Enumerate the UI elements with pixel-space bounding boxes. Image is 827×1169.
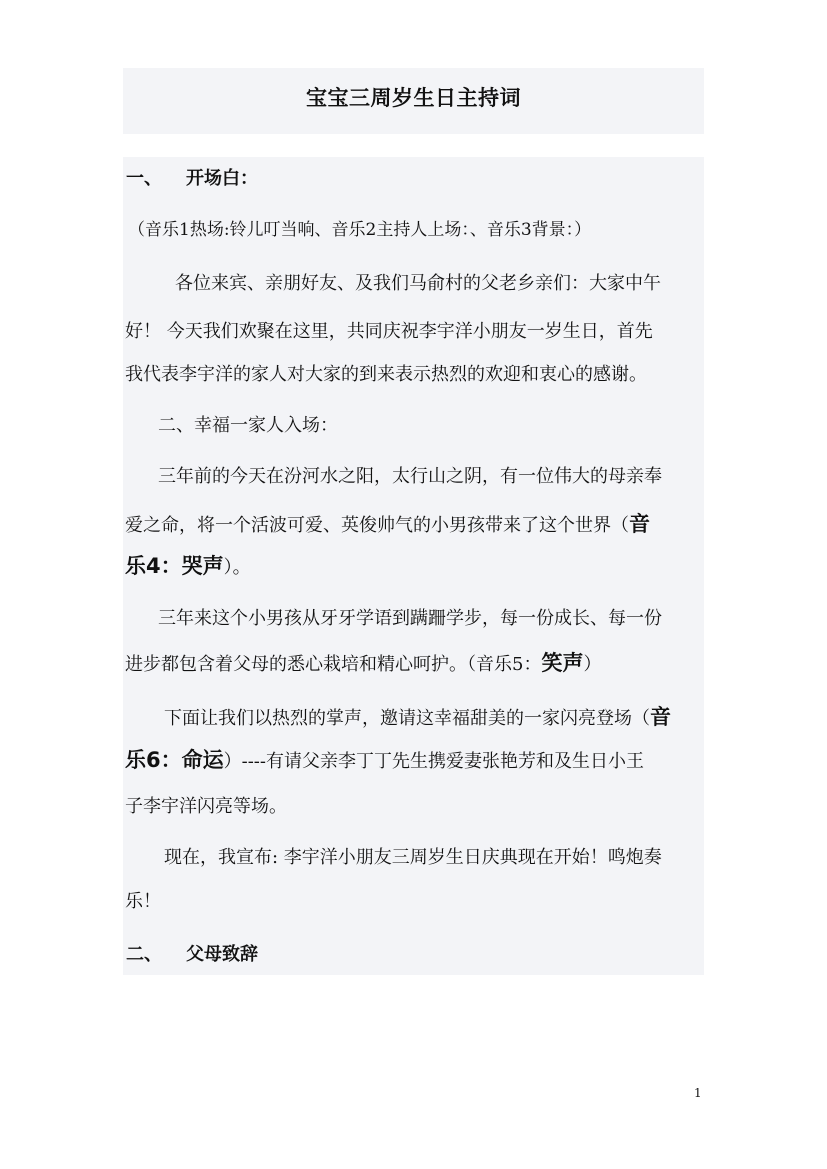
para3-line2-text: 进步都包含着父母的悉心栽培和精心呵护。（音乐5： [125, 654, 542, 675]
para2-line2 [125, 512, 650, 538]
document-title: 宝宝三周岁生日主持词 [306, 86, 521, 110]
section-1-label: 开场白： [186, 168, 258, 189]
para2-line3-emphasis: 乐4：哭声 [125, 554, 224, 578]
para1-line3: 我代表李宇洋的家人对大家的到来表示热烈的欢迎和衷心的感谢。 [125, 364, 647, 385]
para4-line2-emphasis: 乐6：命运 [125, 748, 224, 772]
para4-line1-emphasis: 音 [650, 705, 671, 729]
para4-line3: 子李宇洋闪亮等场。 [125, 796, 287, 817]
section-2b-label: 父母致辞 [186, 944, 258, 965]
music-cue-line: （音乐1热场:铃儿叮当响、音乐2主持人上场：、音乐3背景：） [128, 220, 592, 240]
section-2b-heading [126, 943, 258, 967]
para1-line1: 各位来宾、亲朋好友、及我们马俞村的父老乡亲们：大家中午 [175, 273, 661, 294]
para2-line2-emphasis: 音 [629, 512, 650, 536]
page-number: 1 [694, 1086, 702, 1100]
para4-line2-text: ）----有请父亲李丁丁先生携爱妻张艳芳和及生日小王 [223, 751, 644, 772]
para3-line1: 三年来这个小男孩从牙牙学语到蹒跚学步，每一份成长、每一份 [158, 608, 662, 629]
para5-line2: 乐！ [125, 891, 161, 912]
para5-line1: 现在，我宣布: 李宇洋小朋友三周岁生日庆典现在开始！鸣炮奏 [164, 847, 662, 868]
para4-line2 [125, 748, 644, 774]
para3-line2-end: ） [583, 654, 602, 675]
title-band [123, 68, 704, 134]
section-1-number: 一、 [126, 168, 162, 189]
section-2b-number: 二、 [126, 944, 162, 965]
para2-line2-text: 爱之命，将一个活波可爱、英俊帅气的小男孩带来了这个世界（ [125, 515, 629, 536]
para1-line2: 好！ 今天我们欢聚在这里，共同庆祝李宇洋小朋友一岁生日，首先 [125, 321, 653, 342]
section-1-heading [126, 167, 258, 191]
para4-line1 [164, 705, 671, 731]
para3-line2-emphasis: 笑声 [541, 651, 584, 675]
para2-line3-text: ）。 [223, 557, 251, 578]
section-2a-heading: 二、幸福一家人入场： [158, 415, 338, 436]
para4-line1-text: 下面让我们以热烈的掌声，邀请这幸福甜美的一家闪亮登场（ [164, 708, 650, 729]
para2-line1: 三年前的今天在汾河水之阳，太行山之阴，有一位伟大的母亲奉 [158, 466, 662, 487]
para2-line3 [125, 554, 251, 580]
para3-line2 [125, 651, 601, 677]
